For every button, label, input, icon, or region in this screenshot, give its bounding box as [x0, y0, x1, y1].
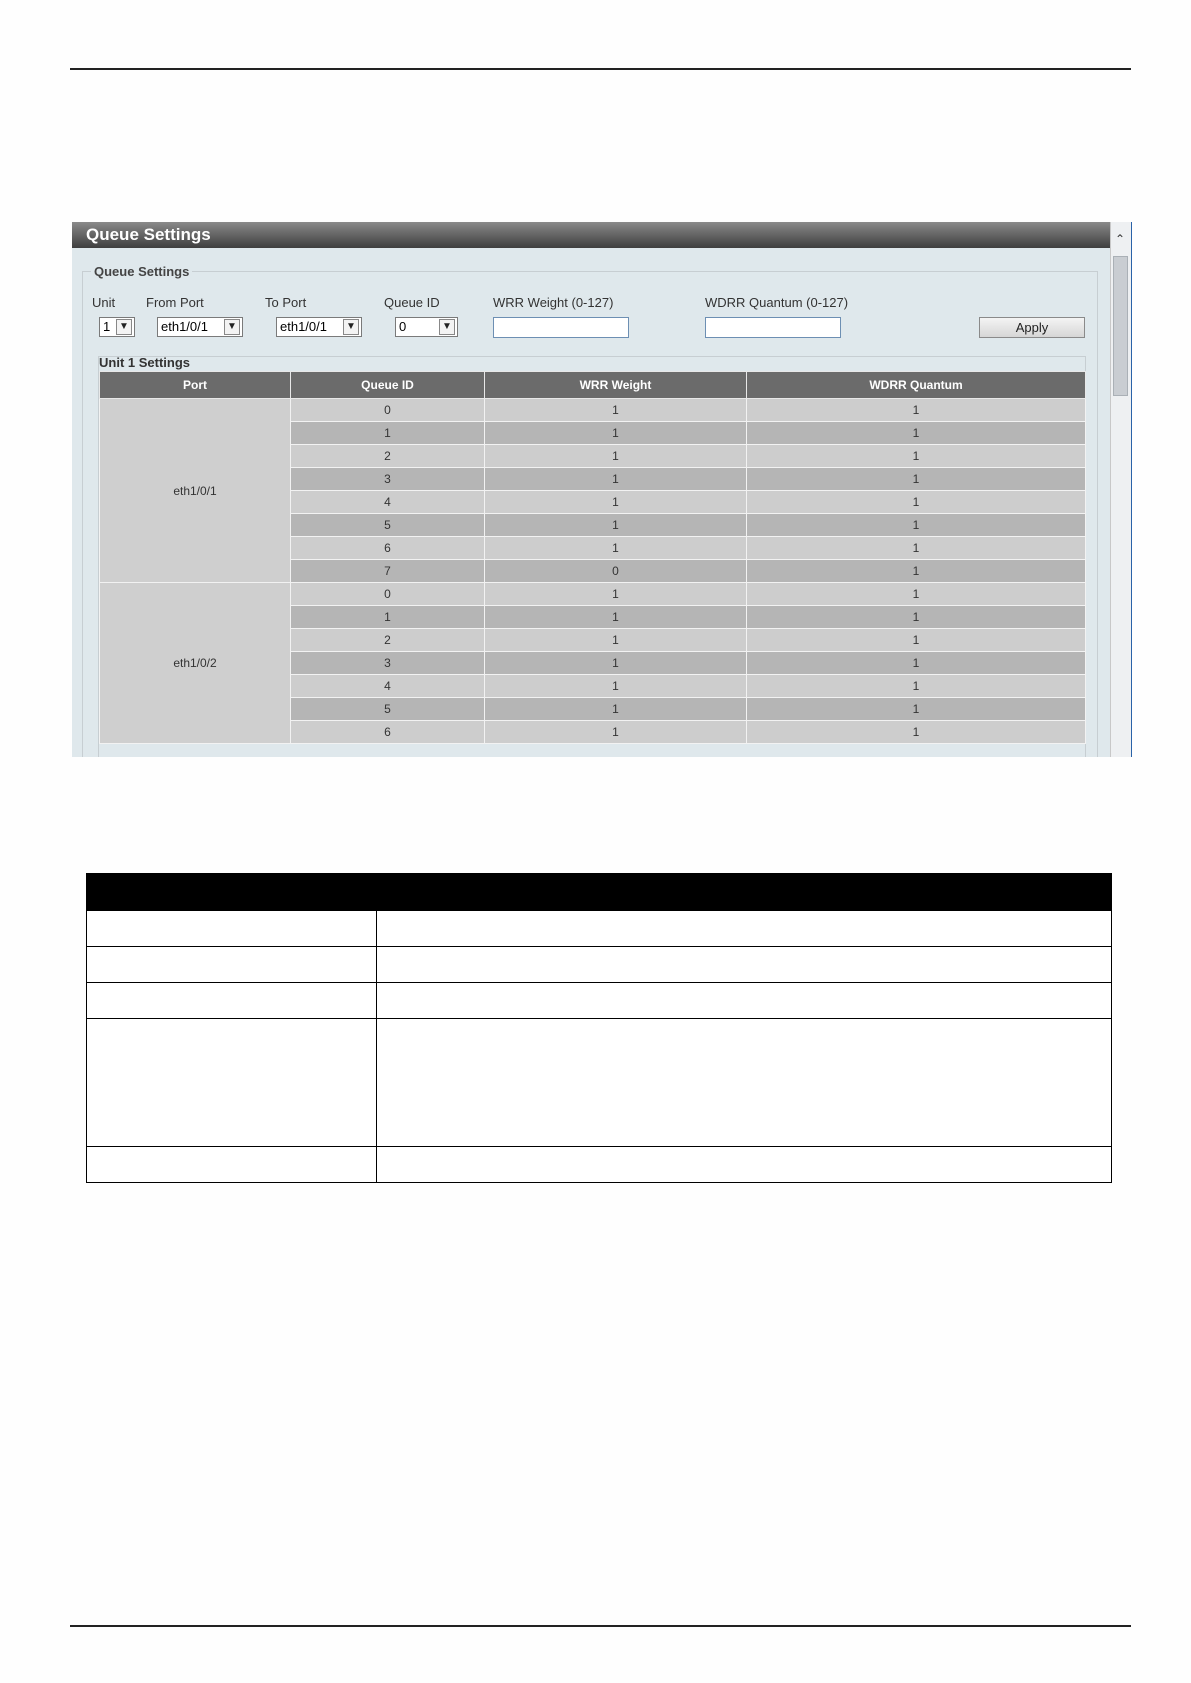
wrr-weight-input[interactable]: [493, 317, 629, 338]
queue-id-select-value: 0: [399, 319, 407, 334]
fieldset-legend: Queue Settings: [94, 264, 190, 279]
wdrr-quantum-cell: 1: [747, 652, 1086, 675]
unit-select-value: 1: [103, 319, 111, 334]
description-cell: [377, 983, 1112, 1019]
scroll-thumb[interactable]: [1113, 256, 1128, 396]
table-row: [100, 583, 1086, 606]
table-row: [87, 1147, 1112, 1183]
wrr-weight-cell: 1: [485, 537, 747, 560]
parameter-header: [87, 874, 377, 911]
chevron-down-icon: ▼: [116, 319, 132, 335]
wdrr-quantum-input[interactable]: [705, 317, 841, 338]
wdrr-quantum-cell: 1: [747, 491, 1086, 514]
wdrr-quantum-cell: 1: [747, 698, 1086, 721]
queue-id-label: Queue ID: [384, 295, 440, 310]
unit-label: Unit: [92, 295, 116, 310]
wdrr-quantum-cell: 1: [747, 399, 1086, 422]
parameter-cell: [87, 947, 377, 983]
wrr-weight-cell: 0: [485, 560, 747, 583]
queue-id-cell: 0: [291, 399, 485, 422]
parameter-description-table: [86, 873, 1112, 1183]
wrr-weight-cell: 1: [485, 675, 747, 698]
port-cell: eth1/0/2: [100, 583, 291, 744]
footer-rule: [70, 1625, 1131, 1627]
description-cell: [377, 911, 1112, 947]
description-cell: [377, 1019, 1112, 1147]
wrr-weight-cell: 1: [485, 422, 747, 445]
queue-id-cell: 2: [291, 629, 485, 652]
wdrr-quantum-cell: 1: [747, 445, 1086, 468]
from-port-select-value: eth1/0/1: [161, 319, 208, 334]
queue-id-select[interactable]: [395, 317, 458, 337]
port-cell: eth1/0/1: [100, 399, 291, 583]
description-cell: [377, 947, 1112, 983]
wrr-weight-cell: 1: [485, 721, 747, 744]
wrr-weight-label: WRR Weight (0-127): [493, 295, 614, 310]
parameter-cell: [87, 1147, 377, 1183]
queue-id-cell: 1: [291, 606, 485, 629]
wrr-weight-cell: 1: [485, 399, 747, 422]
wdrr-quantum-label: WDRR Quantum (0-127): [705, 295, 849, 310]
wdrr-quantum-cell: 1: [747, 583, 1086, 606]
wdrr-quantum-cell: 1: [747, 675, 1086, 698]
chevron-down-icon: ▼: [224, 319, 240, 335]
from-port-label: From Port: [146, 295, 204, 310]
from-port-select[interactable]: [157, 317, 243, 337]
description-cell: [377, 1147, 1112, 1183]
table-row: [87, 947, 1112, 983]
wrr-weight-cell: 1: [485, 514, 747, 537]
wdrr-quantum-cell: 1: [747, 537, 1086, 560]
queue-id-cell: 2: [291, 445, 485, 468]
parameter-cell: [87, 911, 377, 947]
wdrr-quantum-cell: 1: [747, 721, 1086, 744]
wrr-weight-cell: 1: [485, 629, 747, 652]
unit-settings-title: Unit 1 Settings: [99, 355, 191, 370]
scroll-up-icon[interactable]: ⌃: [1115, 232, 1126, 246]
wdrr-quantum-cell: 1: [747, 514, 1086, 537]
wrr-weight-cell: 1: [485, 652, 747, 675]
queue-table: [99, 371, 1086, 744]
queue-id-cell: 4: [291, 675, 485, 698]
wdrr-quantum-cell: 1: [747, 629, 1086, 652]
table-row: [87, 1019, 1112, 1147]
to-port-select-value: eth1/0/1: [280, 319, 327, 334]
header-rule: [70, 68, 1131, 70]
table-row: [87, 983, 1112, 1019]
window-title: Queue Settings: [72, 222, 1110, 248]
wdrr-quantum-column-header: WDRR Quantum: [747, 372, 1086, 399]
port-column-header: Port: [100, 372, 291, 399]
to-port-label: To Port: [265, 295, 307, 310]
unit-select[interactable]: [99, 317, 135, 337]
queue-id-cell: 6: [291, 721, 485, 744]
table-row: [87, 911, 1112, 947]
queue-id-cell: 3: [291, 652, 485, 675]
wrr-weight-cell: 1: [485, 468, 747, 491]
parameter-cell: [87, 983, 377, 1019]
queue-id-column-header: Queue ID: [291, 372, 485, 399]
chevron-down-icon: ▼: [439, 319, 455, 335]
chevron-down-icon: ▼: [343, 319, 359, 335]
wdrr-quantum-cell: 1: [747, 560, 1086, 583]
description-header: [377, 874, 1112, 911]
wdrr-quantum-cell: 1: [747, 422, 1086, 445]
queue-table-header: [100, 372, 1086, 399]
wrr-weight-cell: 1: [485, 583, 747, 606]
queue-id-cell: 5: [291, 514, 485, 537]
wrr-weight-cell: 1: [485, 445, 747, 468]
queue-id-cell: 6: [291, 537, 485, 560]
description-table-header: [87, 874, 1112, 911]
wdrr-quantum-cell: 1: [747, 468, 1086, 491]
wrr-weight-cell: 1: [485, 606, 747, 629]
queue-id-cell: 0: [291, 583, 485, 606]
wrr-weight-cell: 1: [485, 491, 747, 514]
parameter-cell: [87, 1019, 377, 1147]
vertical-scrollbar[interactable]: [1110, 222, 1131, 757]
to-port-select[interactable]: [276, 317, 362, 337]
apply-button[interactable]: Apply: [979, 317, 1085, 338]
queue-id-cell: 5: [291, 698, 485, 721]
queue-id-cell: 4: [291, 491, 485, 514]
wrr-weight-column-header: WRR Weight: [485, 372, 747, 399]
queue-id-cell: 1: [291, 422, 485, 445]
table-row: [100, 399, 1086, 422]
wrr-weight-cell: 1: [485, 698, 747, 721]
wdrr-quantum-cell: 1: [747, 606, 1086, 629]
queue-id-cell: 3: [291, 468, 485, 491]
queue-id-cell: 7: [291, 560, 485, 583]
queue-settings-screenshot: [72, 222, 1132, 757]
